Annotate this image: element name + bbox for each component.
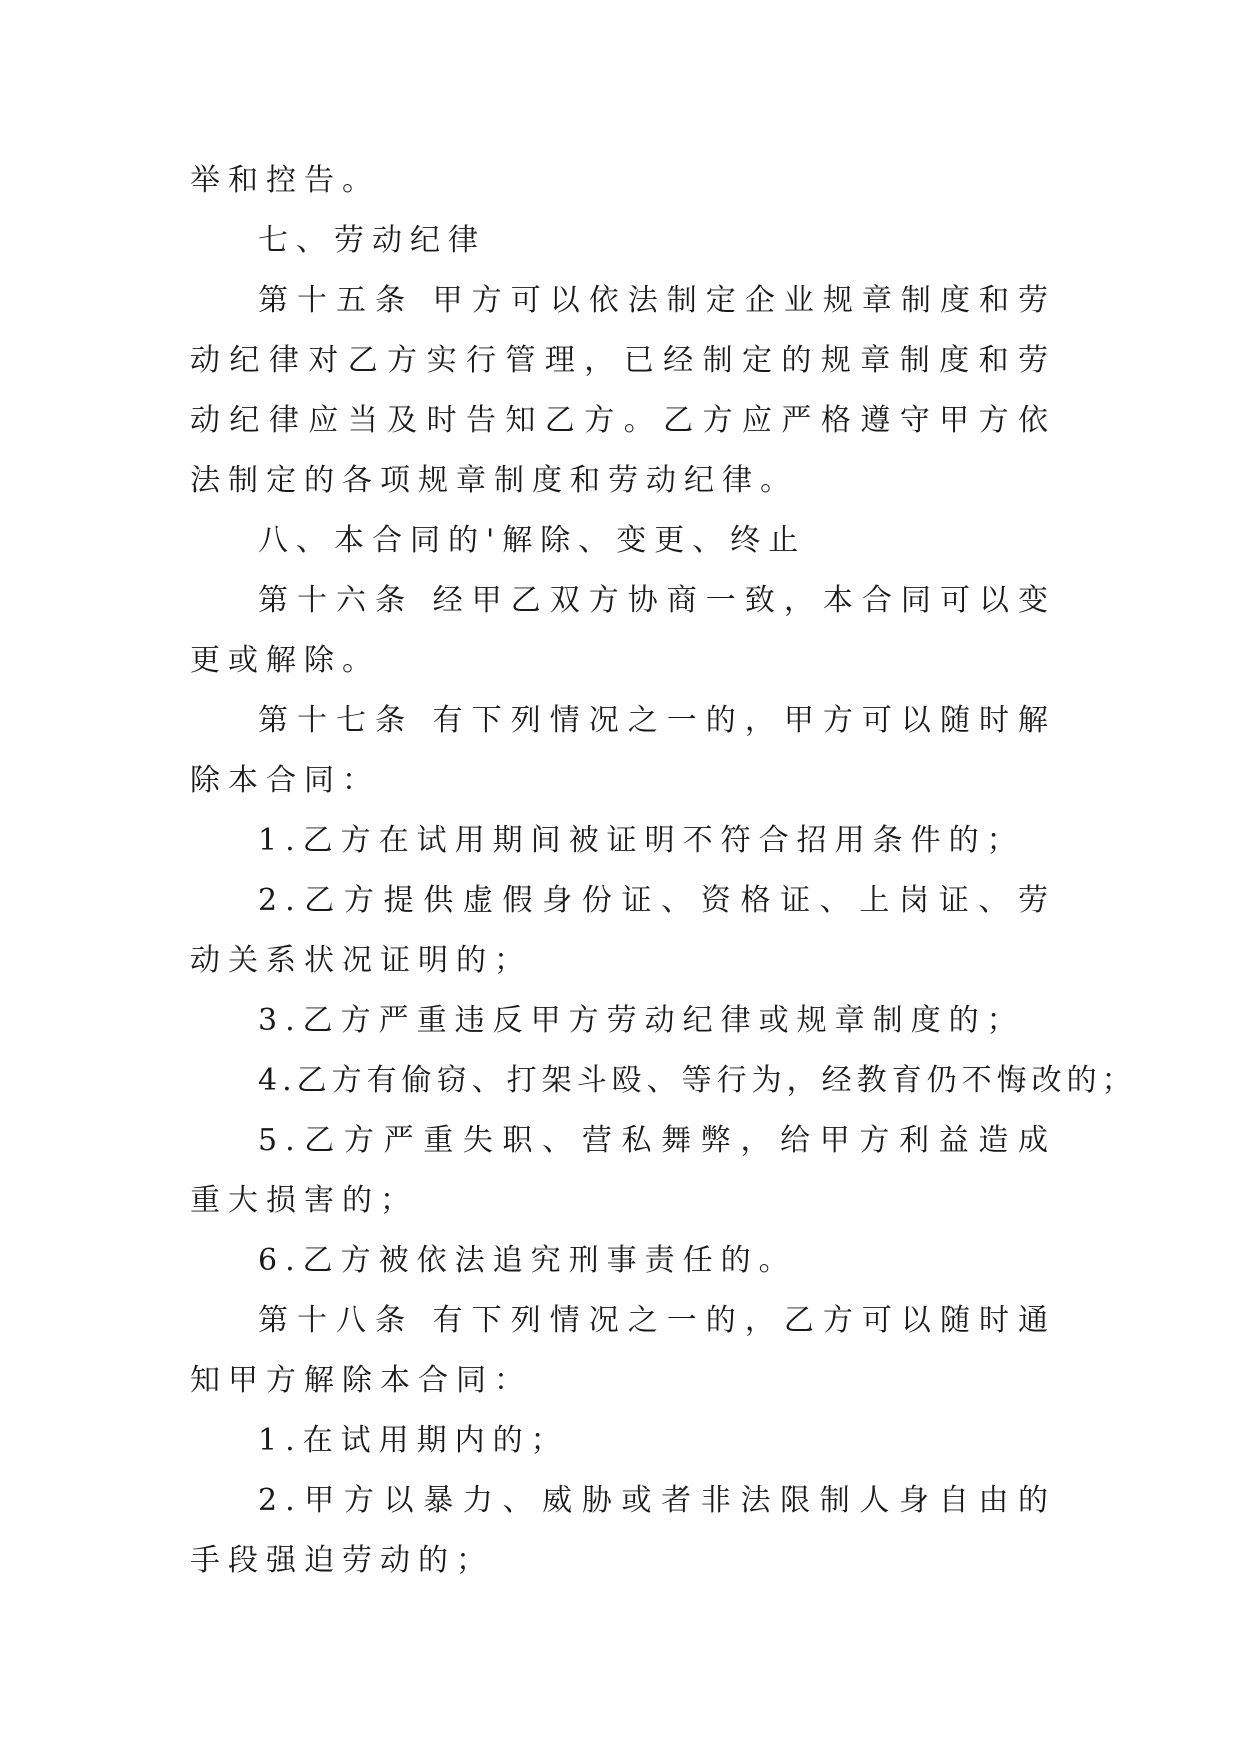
article-17: 第十七条 有下列情况之一的，甲方可以随时解除本合同： bbox=[190, 703, 1056, 798]
paragraph-1: 举和控告。 bbox=[190, 163, 380, 198]
document-body bbox=[190, 151, 1137, 1591]
article-15: 第十五条 甲方可以依法制定企业规章制度和劳动纪律对乙方实行管理，已经制定的规章制度和劳动纪律应当及时告知乙方。乙方应严格遵守甲方依法制定的各项规章制度和劳动纪律。 bbox=[190, 283, 1056, 498]
article-17-item-5: 5.乙方严重失职、营私舞弊，给甲方利益造成重大损害的； bbox=[190, 1123, 1056, 1218]
section-heading-labor-discipline: 七、劳动纪律 bbox=[258, 223, 486, 258]
article-17-item-6: 6.乙方被依法追究刑事责任的。 bbox=[258, 1243, 797, 1278]
article-17-item-2: 2.乙方提供虚假身份证、资格证、上岗证、劳动关系状况证明的； bbox=[190, 883, 1056, 978]
article-18-item-1: 1.在试用期内的； bbox=[258, 1423, 569, 1458]
article-18-item-2: 2.甲方以暴力、威胁或者非法限制人身自由的手段强迫劳动的； bbox=[190, 1483, 1056, 1578]
section-heading-termination: 八、本合同的'解除、变更、终止 bbox=[258, 523, 807, 558]
article-17-item-3: 3.乙方严重违反甲方劳动纪律或规章制度的； bbox=[258, 1003, 1025, 1038]
article-17-item-1: 1.乙方在试用期间被证明不符合招用条件的； bbox=[258, 823, 1025, 858]
article-17-item-4: 4.乙方有偷窃、打架斗殴、等行为，经教育仍不悔改的； bbox=[258, 1063, 1137, 1098]
article-16: 第十六条 经甲乙双方协商一致，本合同可以变更或解除。 bbox=[190, 583, 1056, 678]
article-18: 第十八条 有下列情况之一的，乙方可以随时通知甲方解除本合同： bbox=[190, 1303, 1056, 1398]
